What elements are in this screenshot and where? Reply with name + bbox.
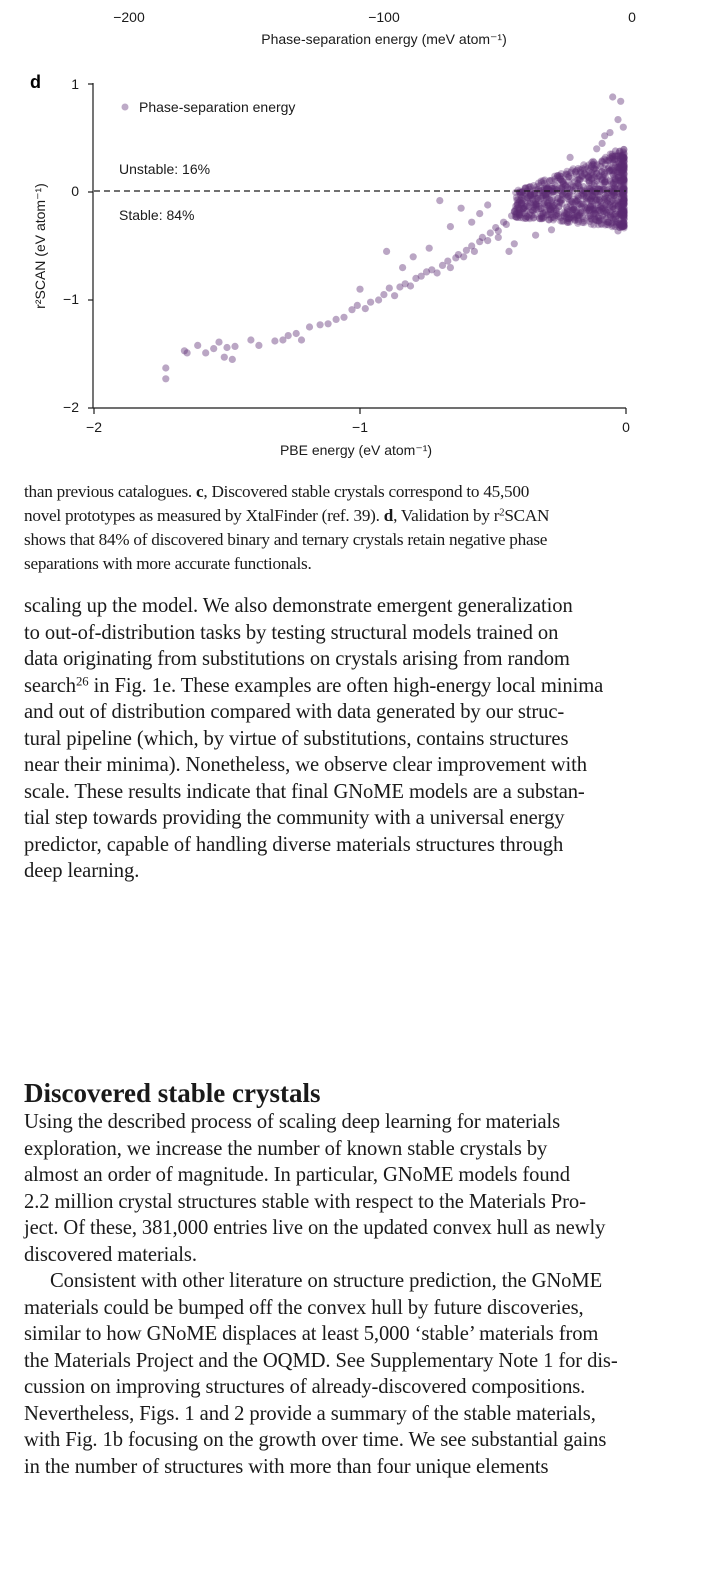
text-line [24,1321,720,1348]
body-paragraph [24,1109,720,1268]
data-point [552,212,559,219]
text-line [24,504,720,528]
data-point [527,183,534,190]
text-run: near their minima). Nonetheless, we observe clear improvement with [24,754,587,776]
data-point [436,197,443,204]
data-point [604,219,611,226]
data-point [434,269,441,276]
data-point [340,314,347,321]
data-point [444,258,451,265]
text-run: novel prototypes as measured by XtalFinder (ref. 39). [24,506,384,525]
text-line [24,1215,720,1242]
text-line [24,552,720,576]
text-run: almost an order of magnitude. In particular, GNoME models found [24,1164,570,1186]
data-point [573,208,580,215]
data-point [484,237,491,244]
text-line [24,1295,720,1322]
text-line [24,1242,720,1269]
data-point [609,93,616,100]
data-point [589,192,596,199]
text-run: search [24,674,76,697]
data-point [591,205,598,212]
top-tick-label: −100 [368,9,400,25]
data-point [221,354,228,361]
data-point [614,116,621,123]
axis-ticks [88,84,626,414]
text-line [24,646,720,673]
data-point [620,201,627,208]
text-run: scale. These results indicate that final GNoME models are a substan- [24,780,585,803]
data-point [210,345,217,352]
data-point [162,364,169,371]
data-point [391,292,398,299]
data-point [614,227,621,234]
data-point [563,168,570,175]
text-run: SCAN [504,506,550,525]
data-point [598,158,605,165]
data-point [184,349,191,356]
data-point [588,216,595,223]
text-run: predictor, capable of handling diverse materials structures through [24,833,564,856]
data-point [306,323,313,330]
y-tick-label: −1 [63,291,79,307]
data-point [577,169,584,176]
figure-panel-d [0,0,720,470]
text-line [24,752,720,779]
data-point [564,195,571,202]
text-line [24,805,720,832]
y-axis-label: r²SCAN (eV atom⁻¹) [32,183,48,309]
data-point [539,215,546,222]
data-point [476,210,483,217]
data-point [564,217,571,224]
data-point [617,208,624,215]
data-point [596,197,603,204]
y-tick-label: −2 [63,399,79,415]
text-line [24,726,720,753]
section-heading: Discovered stable crystals [24,1078,321,1108]
data-point [620,124,627,131]
text-line [24,673,720,700]
superscript: 2 [499,507,505,519]
superscript: 26 [76,674,89,689]
data-point [601,210,608,217]
data-point [468,219,475,226]
data-point [601,179,608,186]
text-run: Nevertheless, Figs. 1 and 2 provide a summary of the stable materials, [24,1402,596,1425]
data-point [613,186,620,193]
data-point [215,339,222,346]
text-line [24,1401,720,1428]
data-point [617,155,624,162]
text-run: c [196,482,204,501]
text-run: in Fig. 1e. These examples are often high-energy local minima [88,674,604,697]
text-line [24,620,720,647]
data-point [386,285,393,292]
data-point [591,182,598,189]
data-point [495,227,502,234]
text-run: in the number of structures with more than four unique elements [24,1455,549,1478]
text-run: and out of distribution compared with data generated by our struc- [24,701,565,723]
x-axis-label: PBE energy (eV atom⁻¹) [279,442,433,458]
data-point [367,299,374,306]
data-point [612,215,619,222]
text-line [24,858,720,885]
text-line [24,1189,720,1216]
data-point [516,211,523,218]
text-line [24,528,720,552]
text-line [24,480,720,504]
data-point [596,172,603,179]
panel-letter: d [30,72,41,92]
data-point [380,291,387,298]
unstable-annotation: Unstable: 16% [119,161,211,177]
data-point [567,154,574,161]
text-run: scaling up the model. We also demonstrate emergent generalization [24,595,573,617]
text-line [24,1268,720,1295]
data-point [356,286,363,293]
data-point [523,213,530,220]
text-line [24,1427,720,1454]
x-tick-label: −1 [352,419,368,435]
data-point [410,253,417,260]
data-point [548,226,555,233]
text-line [24,593,720,620]
text-run: exploration, we increase the number of known stable crystals by [24,1137,548,1160]
text-line [24,1374,720,1401]
data-point [606,201,613,208]
top-tick-label: −200 [113,9,145,25]
text-run: with Fig. 1b focusing on the growth over time. We see substantial gains [24,1429,607,1451]
data-point [495,234,502,241]
data-point [620,169,627,176]
text-line [24,1136,720,1163]
data-point [223,344,230,351]
data-point [271,337,278,344]
text-line [24,779,720,806]
data-point [458,205,465,212]
text-run: separations with more accurate functionals. [24,554,312,573]
x-tick-label: 0 [622,419,630,435]
y-tick-label: 1 [71,76,79,92]
data-point [620,221,627,228]
data-point [617,161,624,168]
text-run: , Discovered stable crystals correspond to 45,500 [203,482,530,501]
body-paragraph [24,593,720,885]
legend-label: Phase-separation energy [139,99,296,115]
data-point [484,201,491,208]
text-run: 2.2 million crystal structures stable with respect to the Materials Pro- [24,1190,586,1213]
data-point [407,282,414,289]
data-point [503,221,510,228]
data-point [595,218,602,225]
data-point [383,248,390,255]
data-point [588,163,595,170]
data-point [612,147,619,154]
figure-caption [24,480,720,576]
text-run: to out-of-distribution tasks by testing structural models trained on [24,621,559,644]
x-tick-label: −2 [86,419,102,435]
data-point [543,191,550,198]
data-point [362,305,369,312]
data-point [293,330,300,337]
data-point [511,240,518,247]
text-run: similar to how GNoME displaces at least 5,000 ‘stable’ materials from [24,1323,599,1345]
top-tick-label: 0 [628,9,636,25]
data-point [601,132,608,139]
data-point [580,183,587,190]
text-line [24,1109,720,1136]
data-point [202,349,209,356]
data-point [599,140,606,147]
data-point [516,188,523,195]
text-run: , Validation by r [393,506,500,525]
data-point [229,356,236,363]
text-run: materials could be bumped off the convex hull by future discoveries, [24,1296,584,1319]
text-run: shows that 84% of discovered binary and ternary crystals retain negative phase [24,530,548,549]
data-point [532,232,539,239]
data-point [579,213,586,220]
data-point [298,336,305,343]
text-run: deep learning. [24,860,140,882]
text-line [24,699,720,726]
data-point [583,194,590,201]
data-point [564,206,571,213]
data-point [606,167,613,174]
legend-marker [122,104,129,111]
data-point [255,342,262,349]
data-point [354,302,361,309]
text-run: than previous catalogues. [24,482,197,501]
top-axis-remnant [113,9,636,47]
text-run: tial step towards providing the community with a universal energy [24,807,565,829]
text-line [24,832,720,859]
data-point [333,316,340,323]
data-point [487,229,494,236]
data-point [447,223,454,230]
data-point [553,199,560,206]
text-line [24,1162,720,1189]
data-point [530,215,537,222]
data-point [617,98,624,105]
data-point [285,332,292,339]
data-point [399,264,406,271]
data-point [375,296,382,303]
data-point [505,248,512,255]
text-run: the Materials Project and the OQMD. See Supplementary Note 1 for dis- [24,1349,618,1372]
y-tick-label: 0 [71,183,79,199]
scatter-plot [32,76,630,458]
text-run: d [383,506,394,525]
data-point [593,145,600,152]
text-run: ject. Of these, 381,000 entries live on the updated convex hull as newly [24,1217,606,1239]
body-paragraph [24,1268,720,1480]
data-point [194,342,201,349]
text-run: Consistent with other literature on structure prediction, the GNoME [50,1270,603,1292]
data-point [575,201,582,208]
text-line [24,1348,720,1375]
scatter-points [162,93,627,382]
data-point [620,176,627,183]
top-axis-label: Phase-separation energy (meV atom⁻¹) [261,31,507,47]
data-point [608,192,615,199]
data-point [447,264,454,271]
data-point [426,245,433,252]
text-run: discovered materials. [24,1243,197,1266]
data-point [471,248,478,255]
data-point [556,172,563,179]
stable-annotation: Stable: 84% [119,207,195,223]
text-run: cussion on improving structures of already-discovered compositions. [24,1376,586,1398]
text-run: data originating from substitutions on crystals arising from random [24,648,570,670]
data-point [317,321,324,328]
data-point [231,343,238,350]
data-point [612,175,619,182]
data-point [162,375,169,382]
text-line [24,1454,720,1481]
data-point [460,253,467,260]
text-run: tural pipeline (which, by virtue of substitutions, contains structures [24,727,569,750]
data-point [247,336,254,343]
data-point [325,320,332,327]
data-point [532,201,539,208]
text-run: Using the described process of scaling deep learning for materials [24,1111,561,1133]
